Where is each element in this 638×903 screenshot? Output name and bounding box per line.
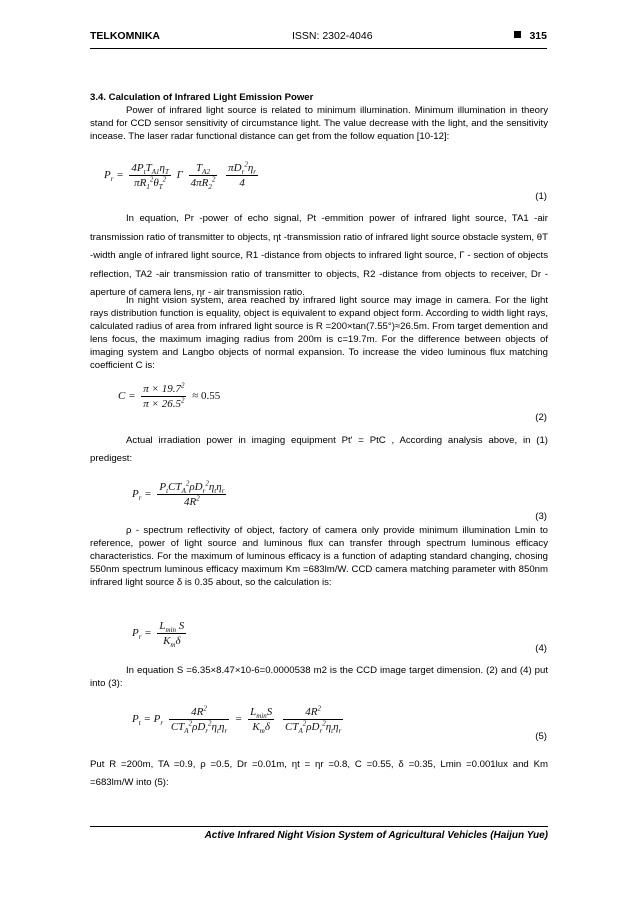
- running-header: [90, 30, 547, 49]
- square-bullet-icon: [514, 31, 521, 38]
- equation-1-number: (1): [535, 191, 547, 202]
- journal-name: TELKOMNIKA: [90, 30, 160, 42]
- equation-2: C = $\frac{\pi \times 19.7^2}{\pi \times 26.5^2}$ ≈ 0.55: [118, 381, 221, 410]
- equation-1: $P_r$ = $\frac{4P_tT_{A1}\eta_T}{\pi R_1^2\theta_T^2}$ Γ $\frac{T_{A2}}{4\pi R_2^2}$ $\frac{\pi D_r^2\eta_r}{4}$: [104, 160, 257, 192]
- paragraph-1: Power of infrared light source is related to minimum illumination. Minimum illumination in theory stand for CCD sensor sensitivity of circumstance light. The value decrease with the light, and the sensitivity incease. The laser radar functional distance can get from the follow equation [10-12]:: [90, 105, 548, 142]
- issn-label: ISSN: 2302-4046: [292, 30, 373, 42]
- equation-2-number: (2): [535, 412, 547, 423]
- equation-3: $P_r$ = $\frac{P_tCT_A^2\rho D_r^2\eta_t\eta_r}{4R^2}$: [132, 479, 225, 508]
- section-heading: 3.4. Calculation of Infrared Light Emission Power: [90, 92, 314, 103]
- paragraph-7: Put R =200m, TA =0.9, ρ =0.5, Dr =0.01m, ηt = ηr =0.8, C =0.55, δ =0.35, Lmin =0.001lux and Km =683lm/W into (5):: [90, 759, 548, 788]
- paragraph-4: Actual irradiation power in imaging equipment Pt' = PtC , According analysis above, in (1) predigest:: [90, 435, 548, 464]
- paragraph-6: In equation S =6.35×8.47×10-6=0.0000538 m2 is the CCD image target dimension. (2) and (4) put into (3):: [90, 665, 548, 689]
- paragraph-3: In night vision system, area reached by infrared light source may image in camera. For the light rays distribution function is equality, object is equivalent to expand object form. According to width light rays, calculated radius of area from infrared light source is R =200×tan(7.55°)≈26.5m. From target demention and lens focus, the maximum imaging radius from 200m is c=19.7m. For the difference between objects of imaging system and Langbo objects of normal expansion. To increase the video luminous flux matching coefficient C is:: [90, 295, 548, 371]
- equation-2-value: ≈ 0.55: [192, 390, 221, 403]
- equation-5: $P_t = P_r$ $\frac{4R^2}{CT_A^2\rho D_r^2\eta_t\eta_r}$ = $\frac{L_{min}S}{K_m\delta}$ $\frac{4R^2}{CT_A^2\rho D_r^2\eta_t\eta_r}$: [132, 704, 342, 736]
- equation-3-number: (3): [535, 511, 547, 522]
- paragraph-5: ρ - spectrum reflectivity of object, factory of camera only provide minimum illumination Lmin to reference, power of light source and luminous flux can transfer through spectrum luminous efficacy characteristics. For the maximum of luminous efficacy is a function of adapting standard changing, chosing 550nm spectrum luminous efficacy maximum Km =683lm/W. CCD camera matching parameter with 850nm infrared light source δ is 0.35 about, so the calculation is:: [90, 525, 548, 588]
- equation-4: $P_r$ = $\frac{L_{min} S}{K_m\delta}$: [132, 620, 185, 650]
- page-number: [514, 30, 547, 42]
- running-footer: Active Infrared Night Vision System of Agricultural Vehicles (Haijun Yue): [204, 830, 548, 841]
- equation-5-number: (5): [535, 731, 547, 742]
- equation-4-number: (4): [535, 643, 547, 654]
- page-number-value: 315: [529, 30, 547, 42]
- paragraph-2: In equation, Pr -power of echo signal, Pt -emmition power of infrared light source, TA1 -air transmission ratio of transmitter to objects, ηt -transmission ratio of infrared light source obstacle system, θT -width angle of infrared light source, R1 -distance from objects to infrared light source, Γ - section of objects reflection, TA2 -air transmission ratio of transmitter to objects, R2 -distance from objects to receiver, Dr -aperture of camera lens, ηr - air transmission ratio.: [90, 213, 548, 298]
- footer-rule: [90, 826, 548, 827]
